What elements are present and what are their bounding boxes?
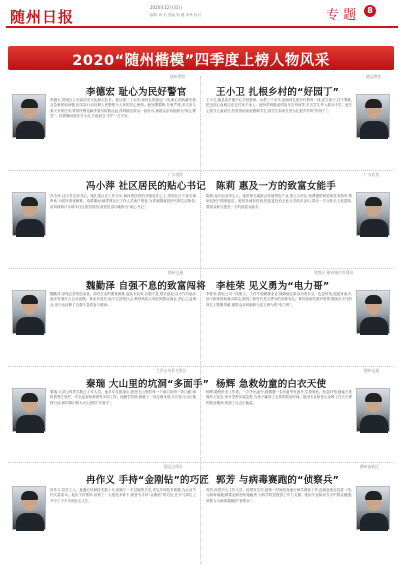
card-headline	[86, 376, 209, 390]
card-body-text: 杨辉,随州医务工作者。一次外出途中,她偶遇一名幼童突发意外,生命垂危。危急时刻,她毫不犹豫冲上前去,争分夺秒实施急救,为孩子赢得了宝贵的救治时间。她用专业和爱心诠释了白衣天使的职业精神,传递了社会正能量。	[206, 390, 352, 405]
person-title: 耻心为民好警官	[118, 87, 187, 98]
card-headline	[216, 278, 329, 292]
masthead-rule	[6, 26, 398, 28]
card-headline	[86, 278, 206, 292]
issue-editors: 编辑 黄 亮 美编 周 璐 审核 校对	[150, 13, 202, 17]
profile-card	[8, 72, 198, 168]
card-headline	[216, 472, 339, 486]
person-title: 大山里的坑洞“多面手”	[108, 379, 210, 390]
profile-card	[204, 368, 394, 460]
card-headline	[86, 84, 187, 98]
card-body-text: 李桂荣,供电公司一线职工。工作中他兢兢业业,保障辖区群众用电安全。危急时刻,他挺身而出,奋不顾身救助落水群众,展现了新时代见义勇为的英雄本色。事后他淡然面对荣誉,继续在平凡的岗位上默默奉献,被群众亲切地称为见义勇为的“电力哥”。	[206, 292, 352, 307]
person-title: 社区居民的贴心书记	[118, 181, 206, 192]
newspaper-logo: 随州日报	[10, 8, 75, 26]
person-photo	[356, 290, 390, 334]
card-body-text: 王小卫,随县某乡镇中心学校教师。从教三十余年,他始终扎根乡村教育一线,爱生如子,甘于奉献,把全部心血倾注在农村孩子身上。他所带班级成绩连年名列前茅,多名学生考入重点中学。他关心留守儿童成长,经常资助家庭困难学生,被学生和家长誉为扎根乡村的“好园丁”。	[206, 98, 352, 113]
row-divider	[8, 366, 394, 367]
card-body-text: 魏勤泽,身残志坚的创业者。面对生活的重重困难,他从未放弃,自强不息,艰苦创业,从小作坊起步逐步发展壮大企业规模。事业有成后,他不忘回报社会,吸纳残疾人和贫困群众就业,热心公益事业,用行动诠释了自强不息的奋斗精神。	[50, 292, 196, 307]
person-name: 冯小萍	[86, 181, 116, 192]
person-photo	[12, 290, 46, 334]
profile-card	[204, 464, 394, 564]
person-title: 扎根乡村的“好园丁”	[248, 87, 340, 98]
row-divider	[8, 268, 394, 269]
person-name: 郭芳	[216, 475, 236, 486]
person-name: 冉作义	[86, 475, 116, 486]
profile-card	[204, 270, 394, 364]
person-name: 李德宏	[86, 87, 116, 98]
card-unit: 随县教育	[366, 74, 382, 79]
card-headline	[216, 376, 326, 390]
card-unit: 随州交通	[168, 270, 184, 275]
person-name: 李桂荣	[216, 281, 246, 292]
person-photo	[12, 486, 46, 530]
page-number: 8	[364, 5, 376, 17]
card-unit: 广水消防	[168, 172, 184, 177]
card-unit: 随州高新区	[360, 464, 379, 469]
person-photo	[12, 94, 46, 138]
issue-date: 2020年12月31日	[150, 5, 183, 10]
card-headline	[86, 178, 206, 192]
masthead	[0, 0, 402, 42]
person-title: 与病毒赛跑的“侦察兵”	[238, 475, 340, 486]
section-name: 专 题	[326, 8, 357, 23]
person-photo	[356, 388, 390, 432]
profile-card	[8, 270, 206, 364]
person-photo	[12, 192, 46, 236]
person-name: 陈莉	[216, 181, 236, 192]
row-divider	[8, 170, 394, 171]
person-photo	[356, 486, 390, 530]
person-photo	[356, 94, 390, 138]
profile-card	[204, 172, 394, 266]
card-unit: 随县文明办	[164, 464, 183, 469]
profile-card	[8, 464, 210, 564]
card-body-text: 秦瑞,大洪山风景名胜区工作人员。他多年扎根深山,熟悉大山里的每一个洞穴和每一条山路,承担着景区管护、安全巡查和救援等多项工作。他勤学苦练,练就了一身过硬本领,多次参与山区搜救行动,被同事们称为大山里的“多面手”。	[50, 390, 196, 405]
card-body-text: 郭芳,疾控中心工作人员。疫情发生后,她第一时间投身流行病学调查工作,连续奋战在抗疫一线,与病毒赛跑,精准追踪密切接触者,为科学防控提供了有力支撑。她用专业和担当守护群众健康,被称为与病毒赛跑的“侦察兵”。	[206, 488, 352, 503]
person-name: 杨辉	[216, 379, 236, 390]
person-photo	[356, 192, 390, 236]
profile-card	[204, 72, 394, 168]
row-divider	[8, 462, 394, 463]
card-unit: 大洪山风景名胜区	[156, 368, 187, 373]
card-body-text: 陈莉,返乡创业带头人。她带领当地群众发展特色产业,建立合作社,免费提供种苗和技术指导,帮助贫困户增收脱贫。她坚持诚信经营,把致富经验无私分享给乡亲们,带动一方百姓走上致富路,被群众称为惠及一方的致富女能手。	[206, 194, 352, 209]
person-title: 急救幼童的白衣天使	[238, 379, 327, 390]
column-divider	[200, 76, 201, 564]
card-body-text: 冉作义,技术工人。他潜心钻研技术数十年,练就了一手过硬的手艺,攻克多项技术难题,为企业节约大量成本。他乐于传帮带,培养了一大批技术骨干,被誉为手持“金刚钻”的巧匠,在平凡岗位上书写了不平凡的匠心人生。	[50, 488, 196, 503]
banner-title: 2020“随州楷模”四季度上榜人物风采	[72, 53, 330, 69]
card-unit: 广水医务	[364, 172, 380, 177]
card-headline	[86, 472, 209, 486]
card-unit: 随州警察	[170, 74, 186, 79]
person-name: 魏勤泽	[86, 281, 116, 292]
person-title: 手持“金刚钻”的巧匠	[118, 475, 210, 486]
person-photo	[12, 388, 46, 432]
profile-card	[8, 368, 210, 460]
person-name: 王小卫	[216, 87, 246, 98]
card-unit: 曾都区·随州城市管理局	[314, 270, 354, 275]
title-banner	[8, 46, 394, 70]
card-body-text: 李德宏,曾城区公安局治安大队副大队长。他从警二十余年,始终扎根基层一线,耐心细致解决群众急难愁盼问题,用实际行动诠释人民警察为人民的初心使命。他处警果断,办案严谨,多次参与重大安保任务,带领民警化解矛盾纠纷数百起,得到辖区群众一致好评,被群众亲切地称为“贴心警官”。疫情期间他坚守卡点,日夜值守,守护一方平安。	[50, 98, 196, 119]
person-name: 秦瑞	[86, 379, 106, 390]
person-title: 见义勇为“电力哥”	[248, 281, 330, 292]
card-unit: 随州交通	[364, 368, 380, 373]
card-headline	[216, 84, 339, 98]
person-title: 自强不息的致富闯将	[118, 281, 206, 292]
profile-card	[8, 172, 206, 266]
card-body-text: 冯小萍,社区党支部书记。她扎根社区工作多年,始终把居民的冷暖放在心上,带领社区干部走街串巷,为居民排忧解难。疫情期间,她带领社区工作人员逐户排查,为居家隔离居民代购生活物资,用真情和汗水筑牢社区防控防线,被居民亲切地称为“贴心书记”。	[50, 194, 196, 209]
person-title: 惠及一方的致富女能手	[238, 181, 336, 192]
card-headline	[216, 178, 336, 192]
